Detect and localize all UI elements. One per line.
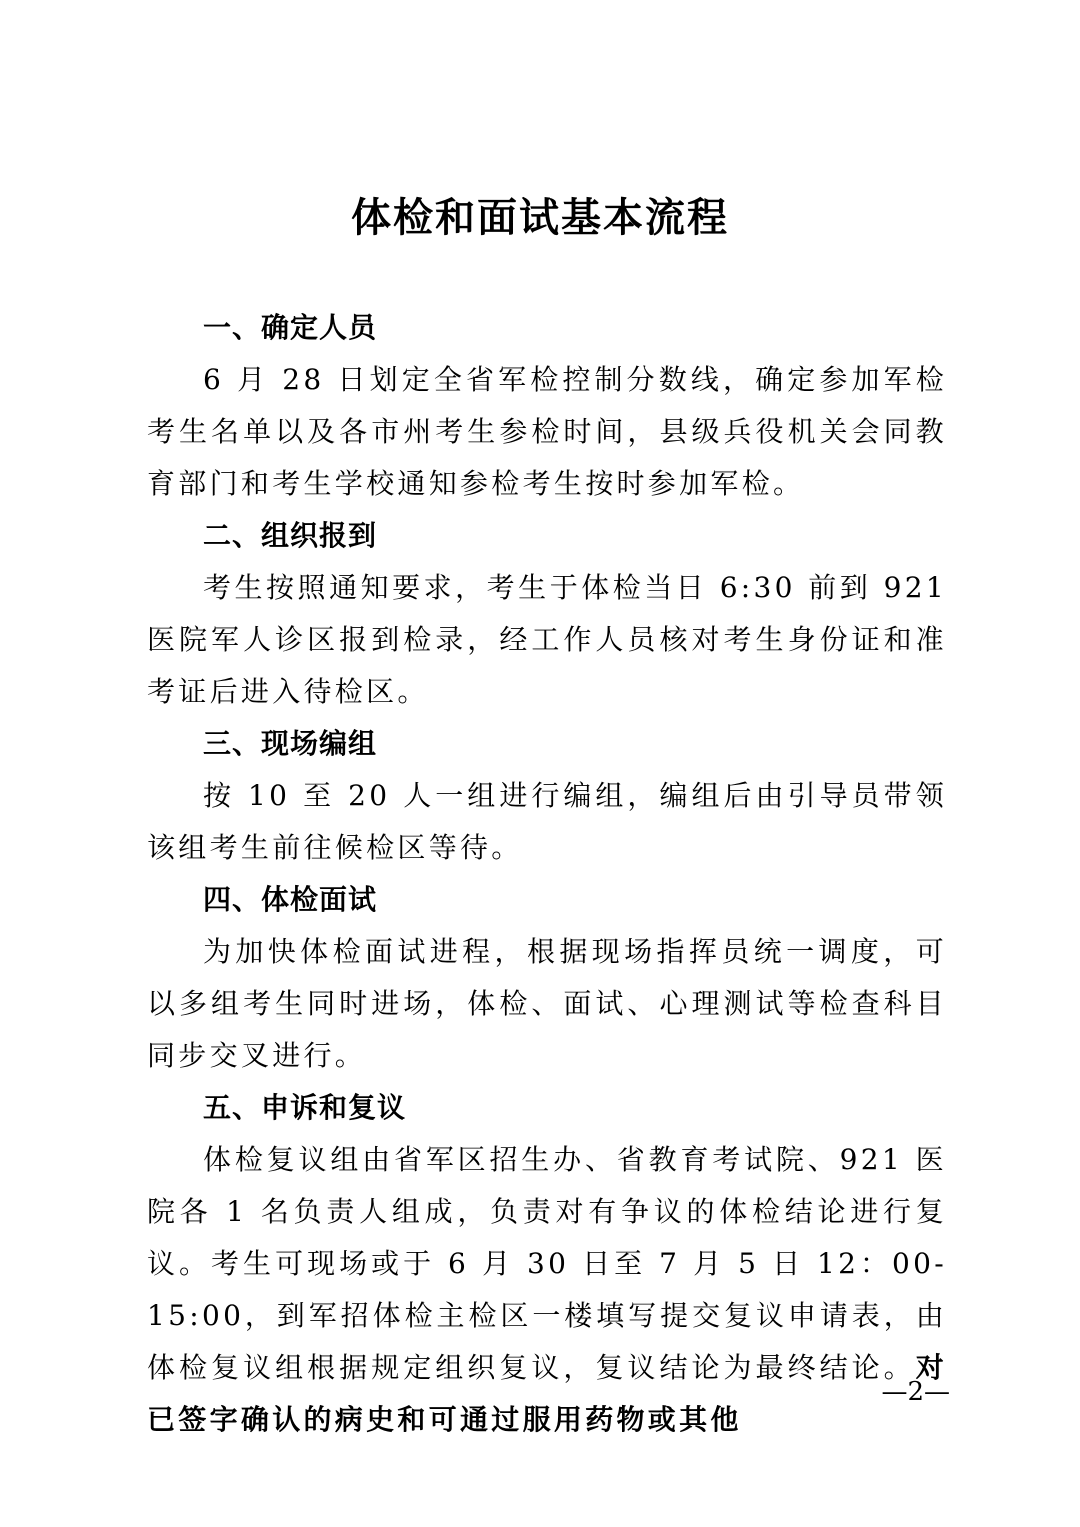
section-heading-2: 二、组织报到 [203,519,378,552]
document-title: 体检和面试基本流程 [351,194,729,241]
section-paragraph-3: 按 10 至 20 人一组进行编组，编组后由引导员带领该组考生前往候检区等待。 [147,779,947,864]
section-heading-1: 一、确定人员 [203,311,378,344]
section-paragraph-5-emphasis: 对已签字确认的病史和可通过服用药物或其他 [147,1351,947,1436]
section-heading-5: 五、申诉和复议 [203,1091,407,1124]
section-paragraph-2: 考生按照通知要求，考生于体检当日 6:30 前到 921 医院军人诊区报到检录，经工作人员核对考生身份证和准考证后进入待检区。 [147,571,947,708]
page-number: —2— [881,1377,950,1407]
section-paragraph-5-text: 体检复议组由省军区招生办、省教育考试院、921 医院各 1 名负责人组成，负责对有争议的体检结论进行复议。考生可现场或于 6 月 30 日至 7 月 5 日 12：00-15:00，到军招体检主检区一楼填写提交复议申请表，由体检复议组根据规定组织复议，复议结论为最终结论。 [147,1143,947,1384]
document-body [147,302,947,1446]
section-heading-4: 四、体检面试 [203,883,378,916]
section-heading-3: 三、现场编组 [203,727,378,760]
section-paragraph-1: 6 月 28 日划定全省军检控制分数线，确定参加军检考生名单以及各市州考生参检时间，县级兵役机关会同教育部门和考生学校通知参检考生按时参加军检。 [147,363,947,500]
section-paragraph-5 [147,1134,947,1446]
section-paragraph-4: 为加快体检面试进程，根据现场指挥员统一调度，可以多组考生同时进场，体检、面试、心理测试等检查科目同步交叉进行。 [147,935,947,1072]
